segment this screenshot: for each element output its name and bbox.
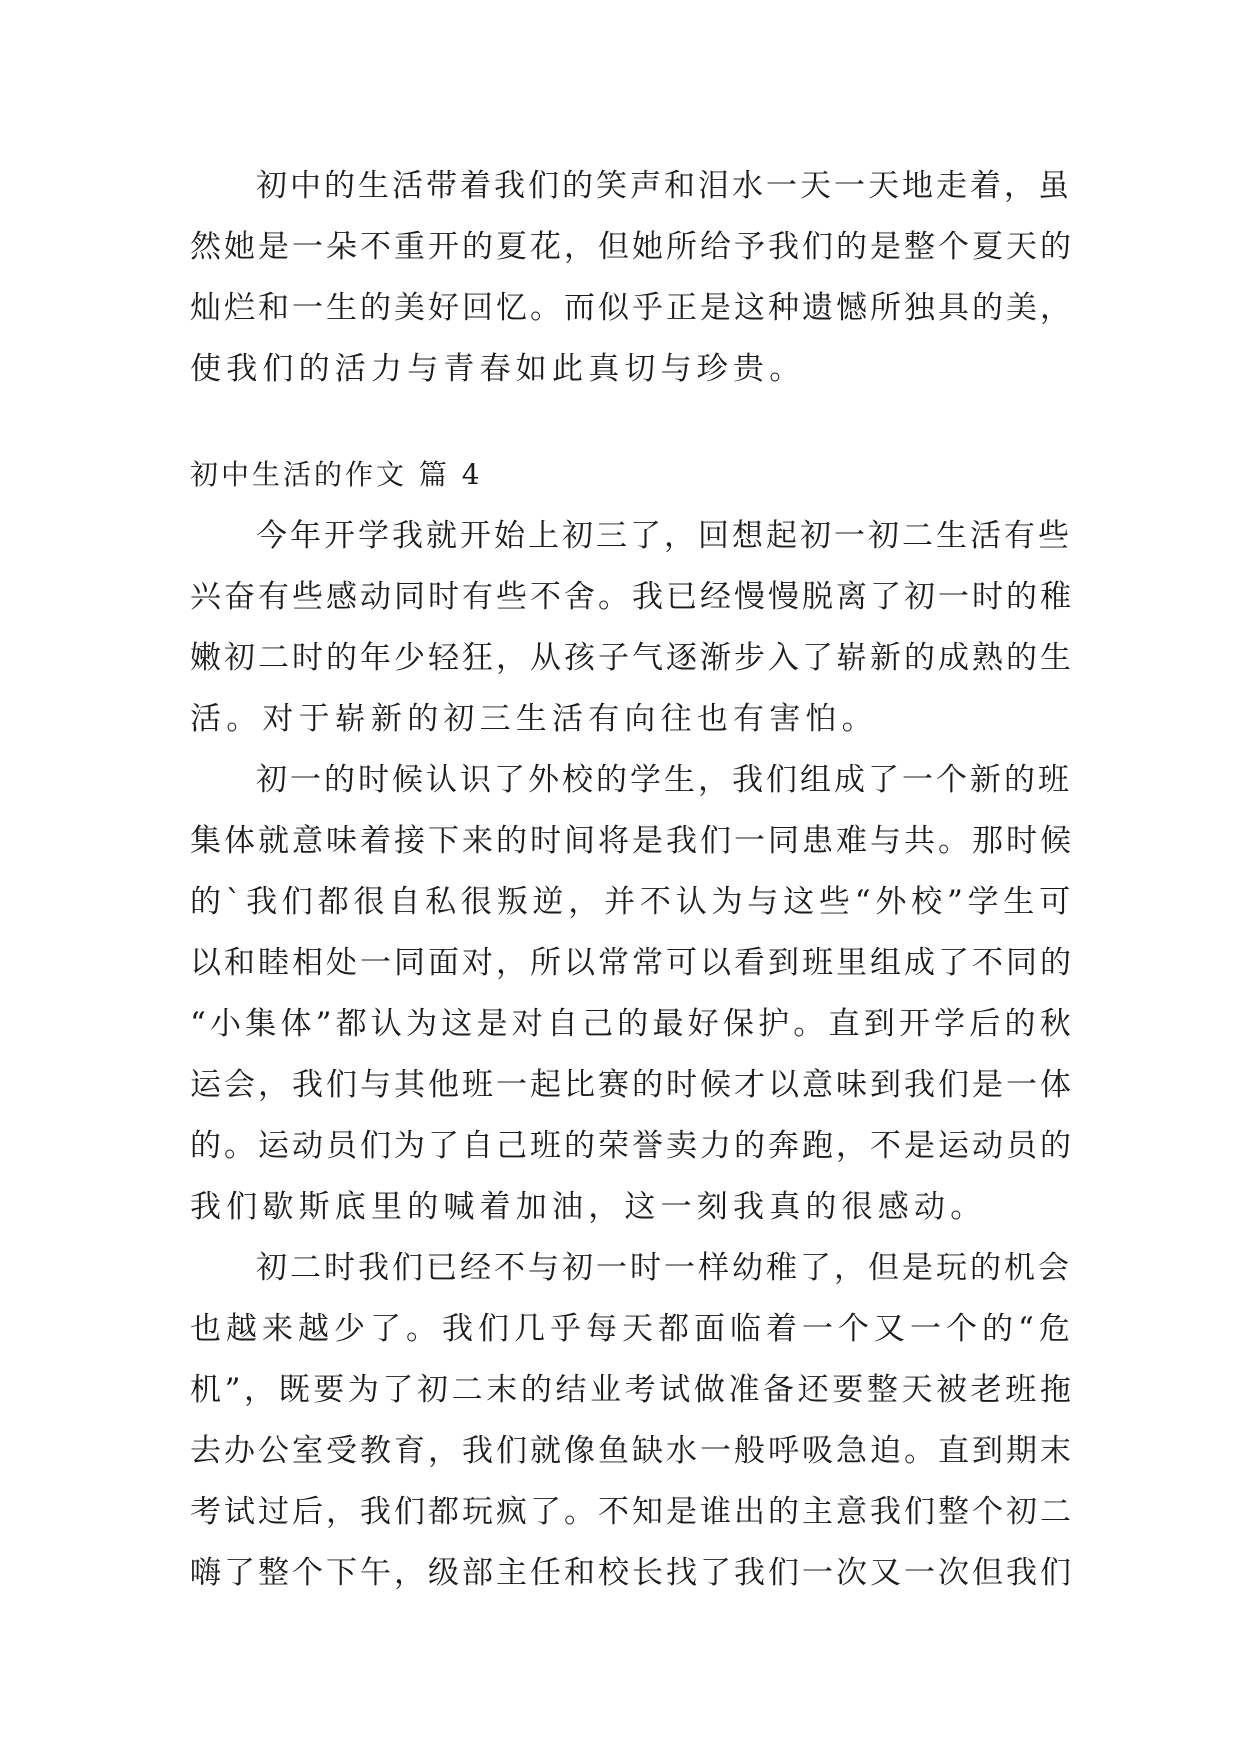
paragraph-4-line-1: 初二时我们已经不与初一时一样幼稚了，但是玩的机会	[256, 1250, 1072, 1286]
paragraph-3-line-1: 初一的时候认识了外校的学生，我们组成了一个新的班	[256, 762, 1072, 798]
paragraph-3-line-3: 的`我们都很自私很叛逆，并不认为与这些“外校”学生可	[190, 884, 1075, 920]
paragraph-4-line-6: 嗨了整个下午，级部主任和校长找了我们一次又一次但我们	[190, 1555, 1074, 1591]
paragraph-1-line-4: 使我们的活力与青春如此真切与珍贵。	[190, 351, 806, 387]
paragraph-3-line-7: 的。运动员们为了自己班的荣誉卖力的奔跑，不是运动员的	[190, 1128, 1074, 1164]
paragraph-2-line-1: 今年开学我就开始上初三了，回想起初一初二生活有些	[256, 518, 1072, 554]
paragraph-3-line-4: 以和睦相处一同面对，所以常常可以看到班里组成了不同的	[190, 945, 1074, 981]
section-heading: 初中生活的作文 篇 4	[190, 458, 483, 491]
paragraph-1-line-1: 初中的生活带着我们的笑声和泪水一天一天地走着，虽	[256, 168, 1072, 204]
paragraph-2-line-2: 兴奋有些感动同时有些不舍。我已经慢慢脱离了初一时的稚	[190, 579, 1074, 615]
paragraph-3-line-5: “小集体”都认为这是对自己的最好保护。直到开学后的秋	[190, 1006, 1075, 1042]
paragraph-3-line-6: 运会，我们与其他班一起比赛的时候才以意味到我们是一体	[190, 1067, 1074, 1103]
paragraph-4-line-4: 去办公室受教育，我们就像鱼缺水一般呼吸急迫。直到期末	[190, 1433, 1074, 1469]
paragraph-4-line-3: 机”，既要为了初二末的结业考试做准备还要整天被老班拖	[190, 1372, 1075, 1408]
paragraph-2-line-3: 嫩初二时的年少轻狂，从孩子气逐渐步入了崭新的成熟的生	[190, 640, 1074, 676]
paragraph-1-line-3: 灿烂和一生的美好回忆。而似乎正是这种遗憾所独具的美，	[190, 290, 1074, 326]
paragraph-3-line-2: 集体就意味着接下来的时间将是我们一同患难与共。那时候	[190, 823, 1074, 859]
paragraph-3-line-8: 我们歇斯底里的喊着加油，这一刻我真的很感动。	[190, 1189, 987, 1225]
paragraph-4-line-5: 考试过后，我们都玩疯了。不知是谁出的主意我们整个初二	[190, 1494, 1074, 1530]
paragraph-4-line-2: 也越来越少了。我们几乎每天都面临着一个又一个的“危	[190, 1311, 1075, 1347]
paragraph-2-line-4: 活。对于崭新的初三生活有向往也有害怕。	[190, 701, 878, 737]
paragraph-1-line-2: 然她是一朵不重开的夏花，但她所给予我们的是整个夏天的	[190, 229, 1074, 265]
